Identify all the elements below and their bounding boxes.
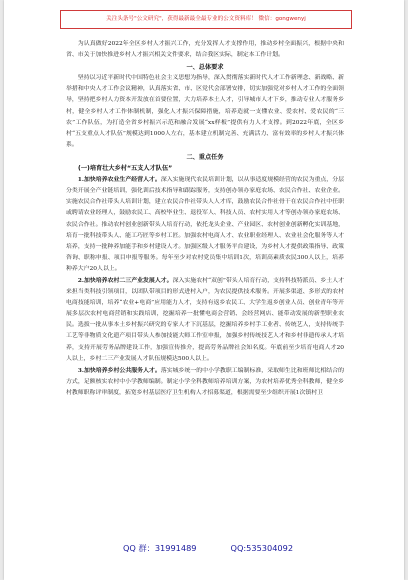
task-item-3-lead: 3.加快培养乡村公共服务人才。 (77, 366, 161, 374)
document-page (4, 0, 404, 580)
intro-paragraph: 为认真做好2022年全区乡村人才振兴工作，充分发挥人才支撑作用，推动乡村全面振兴，根据中央和省、市关于加快推进乡村人才振兴相关文件要求，结合我区实际，制定本工作计划。 (66, 41, 344, 59)
section-heading-tasks: 二、重点任务 (186, 153, 224, 161)
footer-qq-number: QQ:535304092 (230, 543, 294, 553)
task-item-2-lead: 2.加快培养农村二三产业发展人才。 (77, 276, 173, 284)
task-item-1 (66, 174, 344, 275)
task-item-2 (66, 275, 344, 365)
footer-qq-group: QQ 群：31991489 (122, 542, 197, 553)
document-body (66, 39, 344, 399)
header-banner: 关注头条号"公文研究"，获得最新最全最专业的公文资料库！ 微信：gongwenyj (60, 10, 352, 29)
task-item-1-text: 深入实施现代农民培训计划，以从事适度规模经营的农民为重点，分层分类开展全产业链培训，强化训后技术指导和跟踪服务，支持创办领办家庭农场、农民合作社、农业企业。实施农民合作社带头人培训计划，建立农民合作社带头人人才库，鼓励农民合作社骨干在农民合作社中任职或聘请农业经理人，鼓励农民工、高校毕业生、退役军人、科技人员、农村实用人才等创办领办家庭农场、农民合作社。推动农村创业创新带头人培育行动，依托龙头企业、产业园区、农村创业创新孵化实训基地，培育一批科技带头人、能工巧匠等乡村工匠。加强农村电商人才、农业职业经理人、农业社会化服务等人才培养，支持一批种养加能手和乡村建设人才。加强区级人才服务平台建设，为乡村人才提供政策指导、政策咨询、职称申报、项目申报等服务。每年至少对农村党员集中培训1次，培训高素质农民300人以上，培养种养大户20人以上。 (66, 177, 344, 272)
subsection-heading: (一)培育壮大乡村“五支人才队伍” (78, 165, 173, 173)
footer-contact (8, 540, 408, 556)
task-item-3 (66, 365, 344, 399)
task-item-1-lead: 1.加快培养农业生产经营人才。 (77, 176, 161, 184)
task-item-3-text: 落实城乡统一的中小学教职工编制标准，采取师生比和班师比相结合的方式，足额核实农村中小学教师编制。制定小学全科教师培养培训方案，为农村培养优秀全科教师，健全乡村教师职称评审制度，拓宽乡村基层医疗卫生机构人才招募渠道，根据需要至少组织开展1次镇村卫 (66, 367, 344, 396)
task-item-2-text: 深入实施农村“双创”带头人培育行动，支持科技特派员、乡土人才来担当类科技引领项目，以团队带项目的形式进村入户，为农民提供技术服务。开展多渠道、多形式的农村电商技能培训，培养“农业+电商”应用能力人才，支持有返乡农民工、大学生返乡创业人员、创业青年等开展多层次农村电商营销和实践培训，挖掘培养一批懂电商会营销、会经营网店、能带动发展的新型职业农民。选拔一批从事本土乡村振兴研究的专家人才下沉基层，挖掘培养乡村手工业者、传统艺人，支持传统手工艺等非物质文化遗产项目带头人参加技能大师工作室申报，加强乡村传统技艺人才和乡村非遗传承人才培养，支持开展劳务品牌建设工作，加强宣传推介，提高劳务品牌社会知名度。年底前至少培育电商人才20人以上，乡村二三产业发展人才队伍规模达500人以上。 (66, 277, 344, 362)
section-general-text: 坚持以习近平新时代中国特色社会主义思想为指导，深入贯彻落实新时代人才工作新理念、新战略、新举措和中央人才工作会议精神，认真落实省、市、区党代会部署安排，切实加强党对乡村人才工作的全面领导，坚持把乡村人力资本开发放在首要位置，大力培养本土人才，引导城市人才下乡，推动专业人才服务乡村，健全乡村人才工作体制机制，强化人才振兴保障措施，培养造就一支懂农业、爱农村、爱农民的“三农”工作队伍，为打造全省乡村振兴示范和融合发展“xx样板”提供有力人才支撑。到2022年底，全区乡村“五支重点人才队伍”规模达到1000人左右，基本建立机制完善、充满活力、富有效率的乡村人才振兴体系。 (66, 75, 344, 148)
section-heading-general: 一、总体要求 (186, 64, 224, 72)
